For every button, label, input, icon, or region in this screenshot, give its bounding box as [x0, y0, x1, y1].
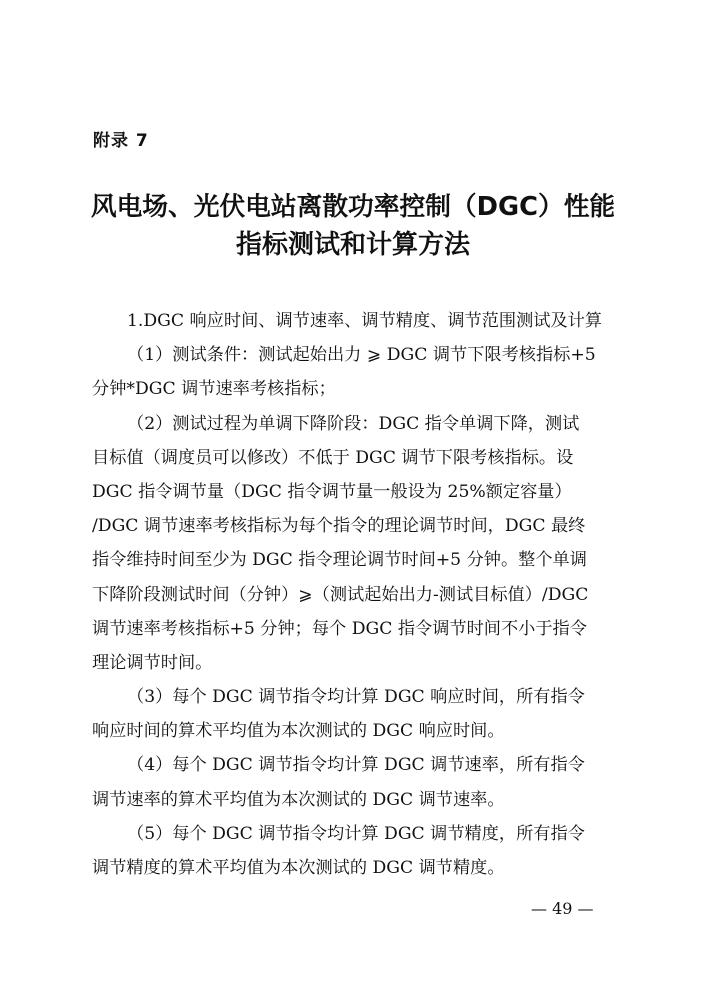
paragraph-line: （1）测试条件：测试起始出力 ⩾ DGC 调节下限考核指标+5	[127, 345, 596, 366]
paragraph-line: 目标值（调度员可以修改）不低于 DGC 调节下限考核指标。设	[92, 447, 574, 468]
paragraph-line: （5）每个 DGC 调节指令均计算 DGC 调节精度，所有指令	[127, 823, 585, 844]
paragraph-line: 下降阶段测试时间（分钟）⩾（测试起始出力-测试目标值）/DGC	[92, 584, 589, 605]
document-title	[88, 188, 618, 264]
title-line-1: 风电场、光伏电站离散功率控制（DGC）性能	[90, 192, 616, 222]
paragraph-line: 分钟*DGC 调节速率考核指标；	[92, 379, 336, 400]
paragraph-line: 理论调节时间。	[92, 652, 213, 673]
page-number: — 49 —	[531, 899, 594, 918]
title-line-2: 指标测试和计算方法	[235, 230, 470, 260]
paragraph-line: 调节精度的算术平均值为本次测试的 DGC 调节精度。	[92, 858, 505, 878]
paragraph-line: （4）每个 DGC 调节指令均计算 DGC 调节速率，所有指令	[127, 755, 585, 776]
paragraph-line: 指令维持时间至少为 DGC 指令理论调节时间+5 分钟。整个单调	[92, 550, 587, 571]
paragraph-line: （3）每个 DGC 调节指令均计算 DGC 响应时间，所有指令	[127, 687, 585, 708]
paragraph-line: 调节速率的算术平均值为本次测试的 DGC 调节速率。	[92, 789, 505, 810]
appendix-label: 附录 7	[93, 131, 149, 151]
paragraph-line: DGC 指令调节量（DGC 指令调节量一般设为 25%额定容量）	[92, 481, 572, 502]
paragraph-line: （2）测试过程为单调下降阶段：DGC 指令单调下降，测试	[127, 413, 580, 434]
section-heading-1: 1.DGC 响应时间、调节速率、调节精度、调节范围测试及计算	[127, 311, 603, 331]
body-text	[92, 304, 616, 885]
paragraph-line: 响应时间的算术平均值为本次测试的 DGC 响应时间。	[92, 721, 505, 742]
paragraph-line: 调节速率考核指标+5 分钟；每个 DGC 指令调节时间不小于指令	[92, 618, 587, 639]
paragraph-line: /DGC 调节速率考核指标为每个指令的理论调节时间，DGC 最终	[92, 516, 586, 537]
